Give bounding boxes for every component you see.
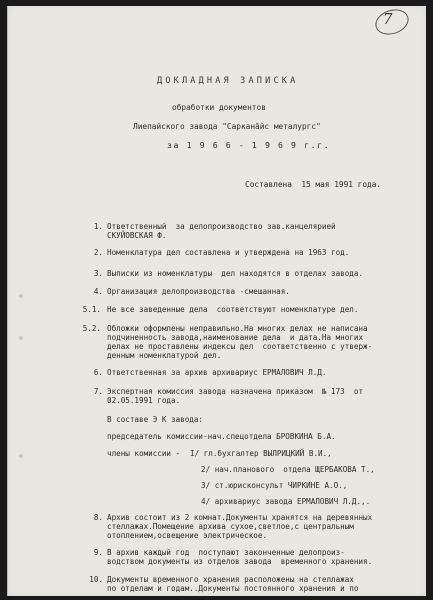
item-text: Ответственная за архив архивариус ЕРМАЛОВИЧ Л.Д.: [107, 368, 327, 377]
commission-members-label: члены комиссии -: [107, 449, 181, 458]
commission-chair: председатель комиссии-нач.спецотдела БРОВКИНА Б.А.: [107, 432, 336, 441]
years-line: за 1 9 6 6 - 1 9 6 9 г.г.: [167, 140, 331, 150]
item-number: 3.: [93, 269, 103, 278]
item-text: делах не проставлены индексы дел соответственно с утверж-: [107, 342, 373, 351]
commission-member: 3/ ст.юрисконсульт ЧИРКИНЕ А.О.,: [201, 481, 348, 490]
item-text: Экспертная комиссия завода назначена приказом № 173 от: [107, 387, 364, 396]
item-text: Номенклатура дел составлена и утверждена на 1963 год.: [107, 248, 350, 257]
item-number: 2.: [93, 248, 103, 257]
item-text: Документы временного хранения расположены на стеллажах: [107, 575, 354, 584]
item-text: стеллажах.Помещение архива сухое,светлое,с центральным: [107, 522, 354, 531]
item-text: Ответственный за делопроизводство зав.канцелярией: [107, 222, 336, 231]
item-text: Не все заведенные дела соответствуют номенклатуре дел.: [107, 305, 359, 314]
subtitle-line-2: Лиепайского завода "Саркана̄йс металургс": [133, 122, 321, 131]
document-page: [7, 6, 426, 596]
item-text: В архив каждый год поступают законченные делопроиз-: [107, 548, 345, 557]
item-text: подчиненность завода,наименование дела и дата.На многих: [107, 333, 364, 342]
item-number: 5.1.: [82, 305, 101, 314]
item-number: 9.: [93, 548, 103, 557]
item-text: отоплением,освещение электрическое.: [107, 531, 268, 540]
commission-member: I/ гл.бухгалтер ВЫЛРИЦКИЙ В.И.,: [190, 449, 332, 458]
item-text: Выписки из номенклатуры дел находятся в отделах завода.: [107, 269, 364, 278]
item-number: 4.: [93, 287, 103, 296]
binder-hole: [19, 336, 23, 340]
item-number: 8.: [93, 513, 103, 522]
item-text: Обложки оформлены неправильно.На многих делах не написана: [107, 324, 368, 333]
item-text: денным номенклатурой дел.: [107, 351, 222, 360]
commission-member: 4/ архивариус завода ЕРМАЛОВИЧ Л.Д.,.: [201, 497, 371, 506]
subtitle-line-1: обработки документов: [172, 103, 266, 112]
item-text: по отделам и годам..Документы постоянного хранения и по: [107, 584, 359, 593]
commission-intro: В составе Э К завода:: [107, 415, 204, 424]
item-number: 10.: [89, 575, 103, 584]
item-text: Архив состоит из 2 комнат.Документы хранятся на деревянных: [107, 513, 373, 522]
item-number: 1.: [93, 222, 103, 231]
item-text: водством документы из отделов завода временного хранения.: [107, 557, 373, 566]
binder-hole: [19, 454, 23, 458]
compiled-date: Составлена 15 мая 1991 года.: [245, 180, 382, 189]
item-text: 02.05.1991 года.: [107, 396, 181, 405]
commission-member: 2/ нач.планового отдела ЩЕРБАКОВА Т.,: [201, 465, 375, 474]
item-text: Организация делопроизводства -смешанная.: [107, 287, 290, 296]
binder-hole: [19, 294, 23, 298]
item-text: СКУЙОВСКАЯ Ф.: [107, 231, 167, 240]
page-edge: [7, 6, 8, 596]
item-number: 6.: [93, 368, 103, 377]
item-number: 5.2.: [82, 324, 101, 333]
page-number: 7: [383, 10, 393, 28]
item-number: 7.: [93, 387, 103, 396]
document-title: ДОКЛАДНАЯ ЗАПИСКА: [157, 76, 299, 86]
